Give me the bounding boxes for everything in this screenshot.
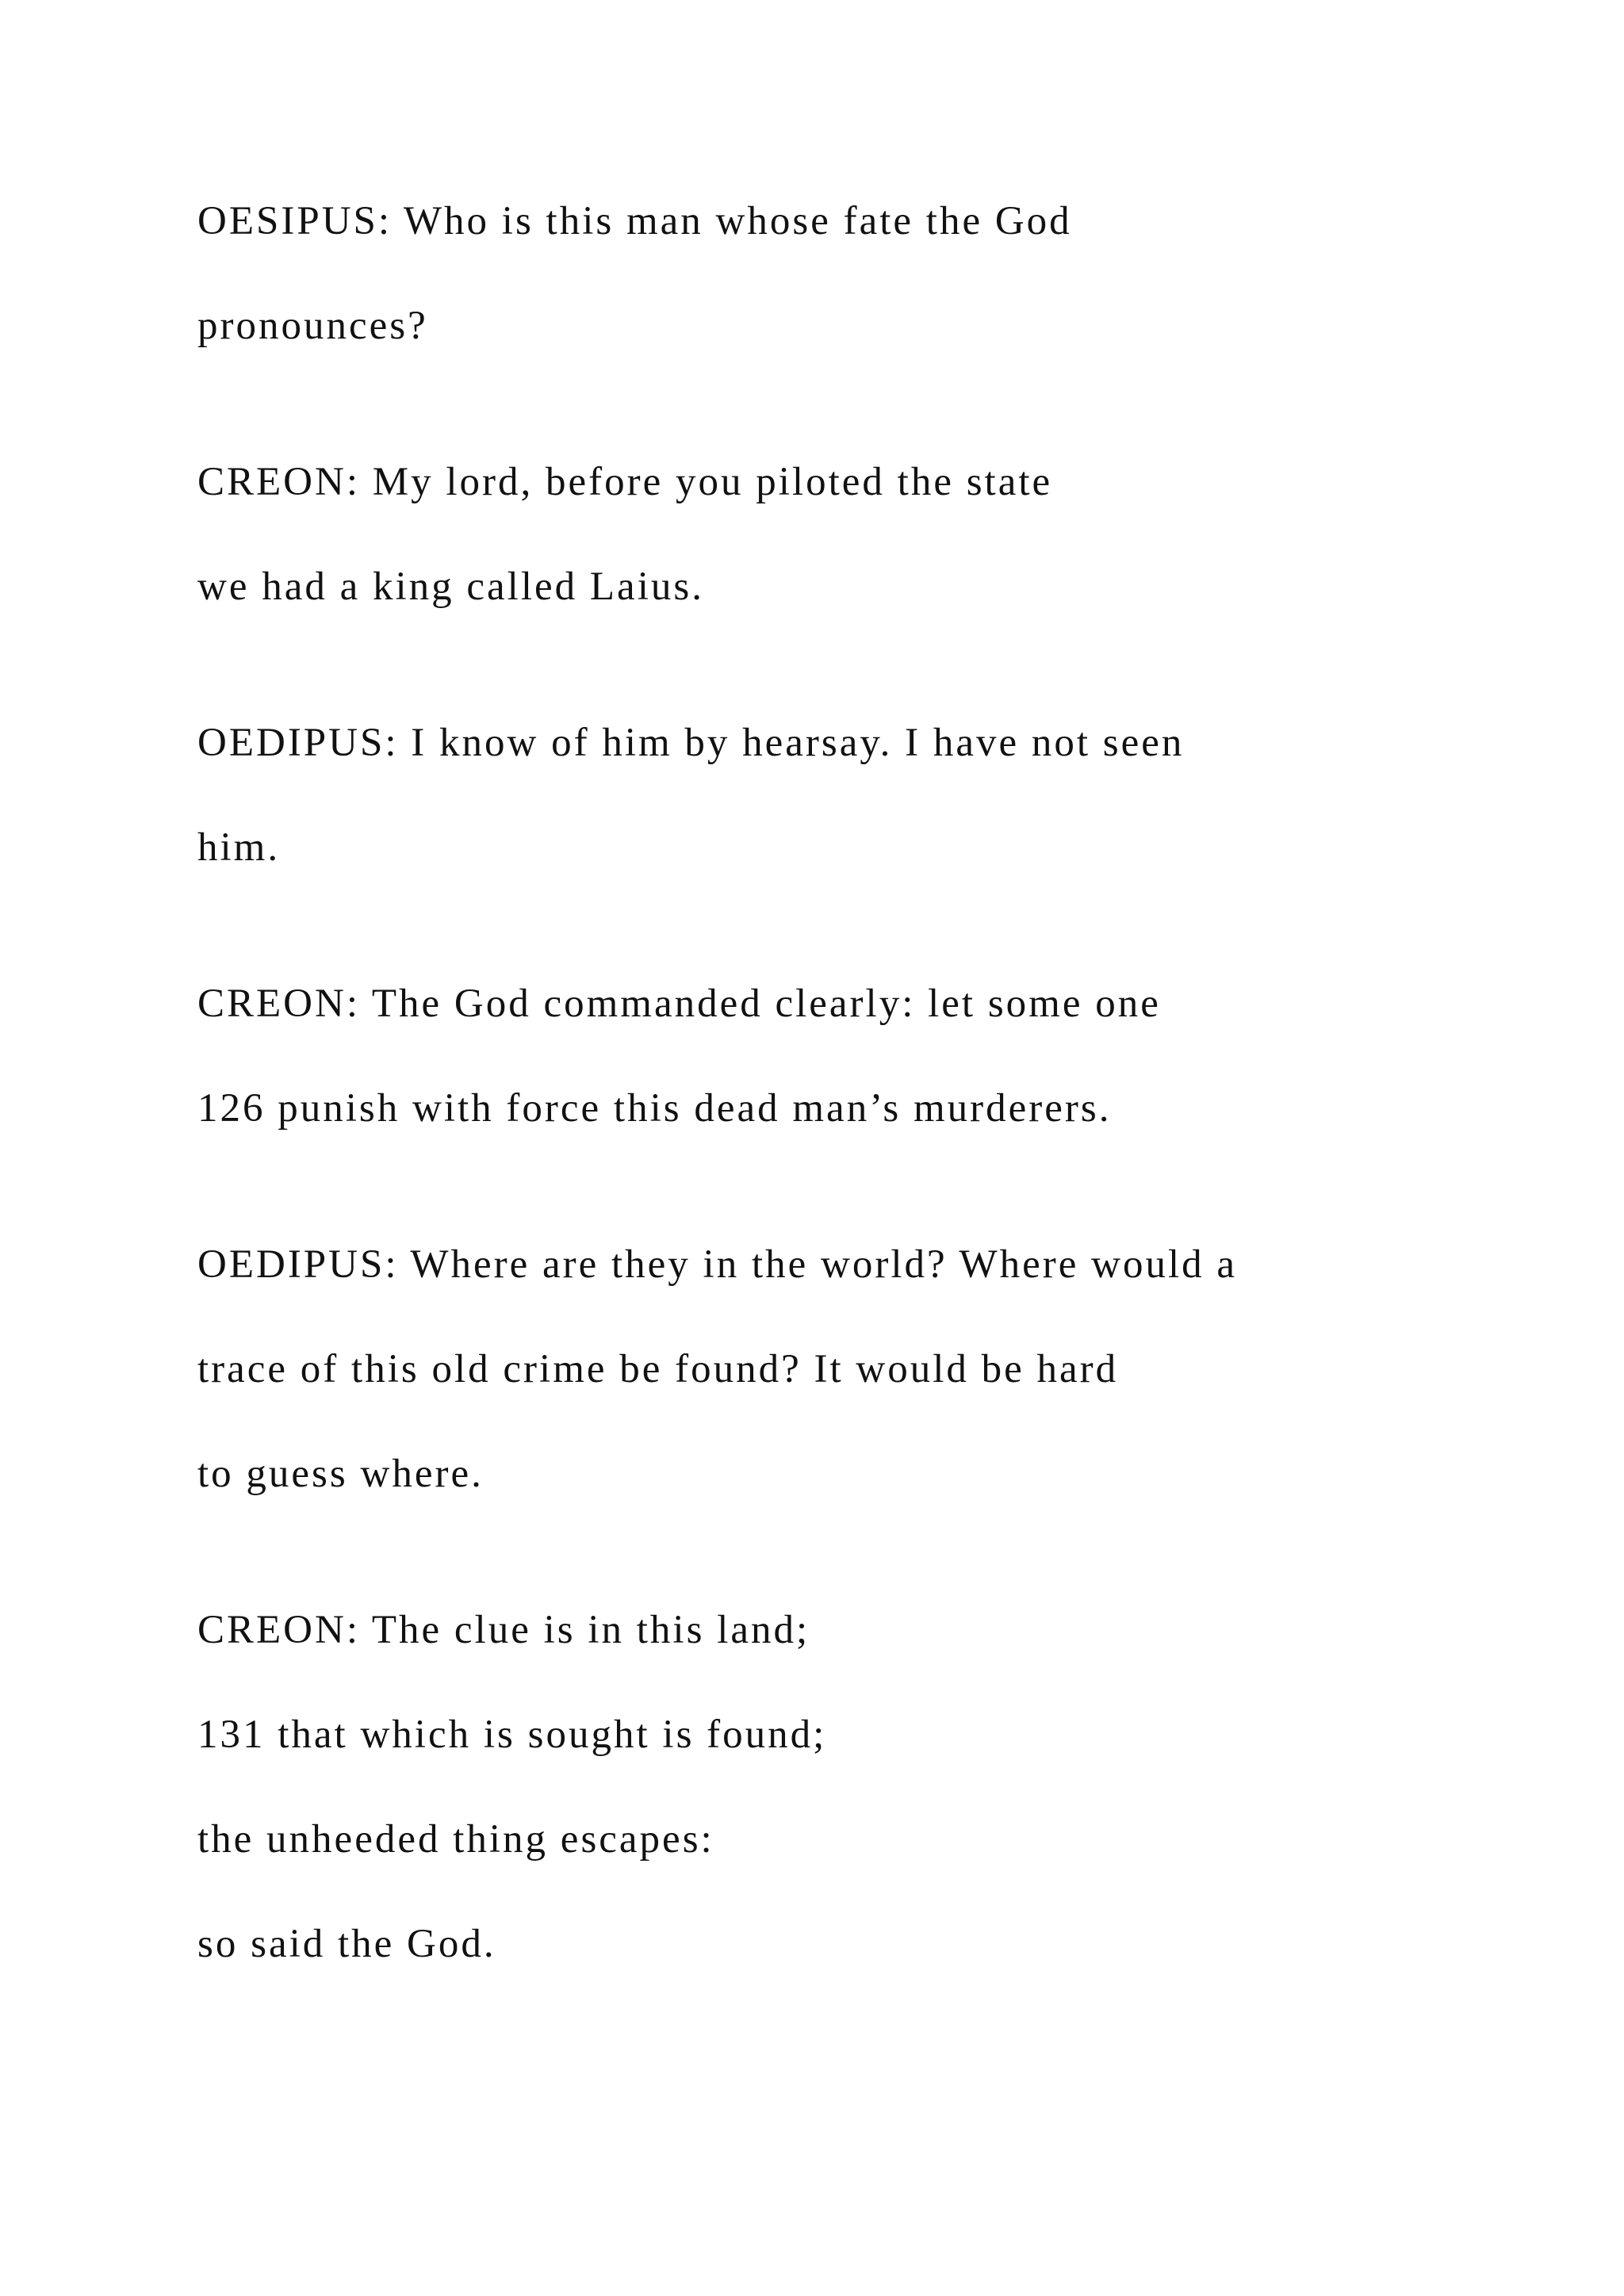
- text-line: him.: [197, 825, 281, 870]
- text-line: OEDIPUS: I know of him by hearsay. I have not seen: [197, 721, 1185, 765]
- text-line: 126 punish with force this dead man’s murderers.: [197, 1086, 1112, 1131]
- text-line: OEDIPUS: Where are they in the world? Where would a: [197, 1242, 1238, 1287]
- text-line: OESIPUS: Who is this man whose fate the God: [197, 199, 1072, 243]
- text-line: we had a king called Laius.: [197, 564, 704, 609]
- text-line: pronounces?: [197, 304, 428, 348]
- text-line: CREON: The God commanded clearly: let some one: [197, 982, 1161, 1026]
- text-line: so said the God.: [197, 1922, 496, 1966]
- text-line: CREON: The clue is in this land;: [197, 1608, 810, 1652]
- text-line: 131 that which is sought is found;: [197, 1712, 827, 1757]
- text-line: the unheeded thing escapes:: [197, 1817, 714, 1862]
- text-line: to guess where.: [197, 1452, 484, 1496]
- text-line: CREON: My lord, before you piloted the state: [197, 460, 1053, 504]
- text-line: trace of this old crime be found? It would be hard: [197, 1347, 1119, 1391]
